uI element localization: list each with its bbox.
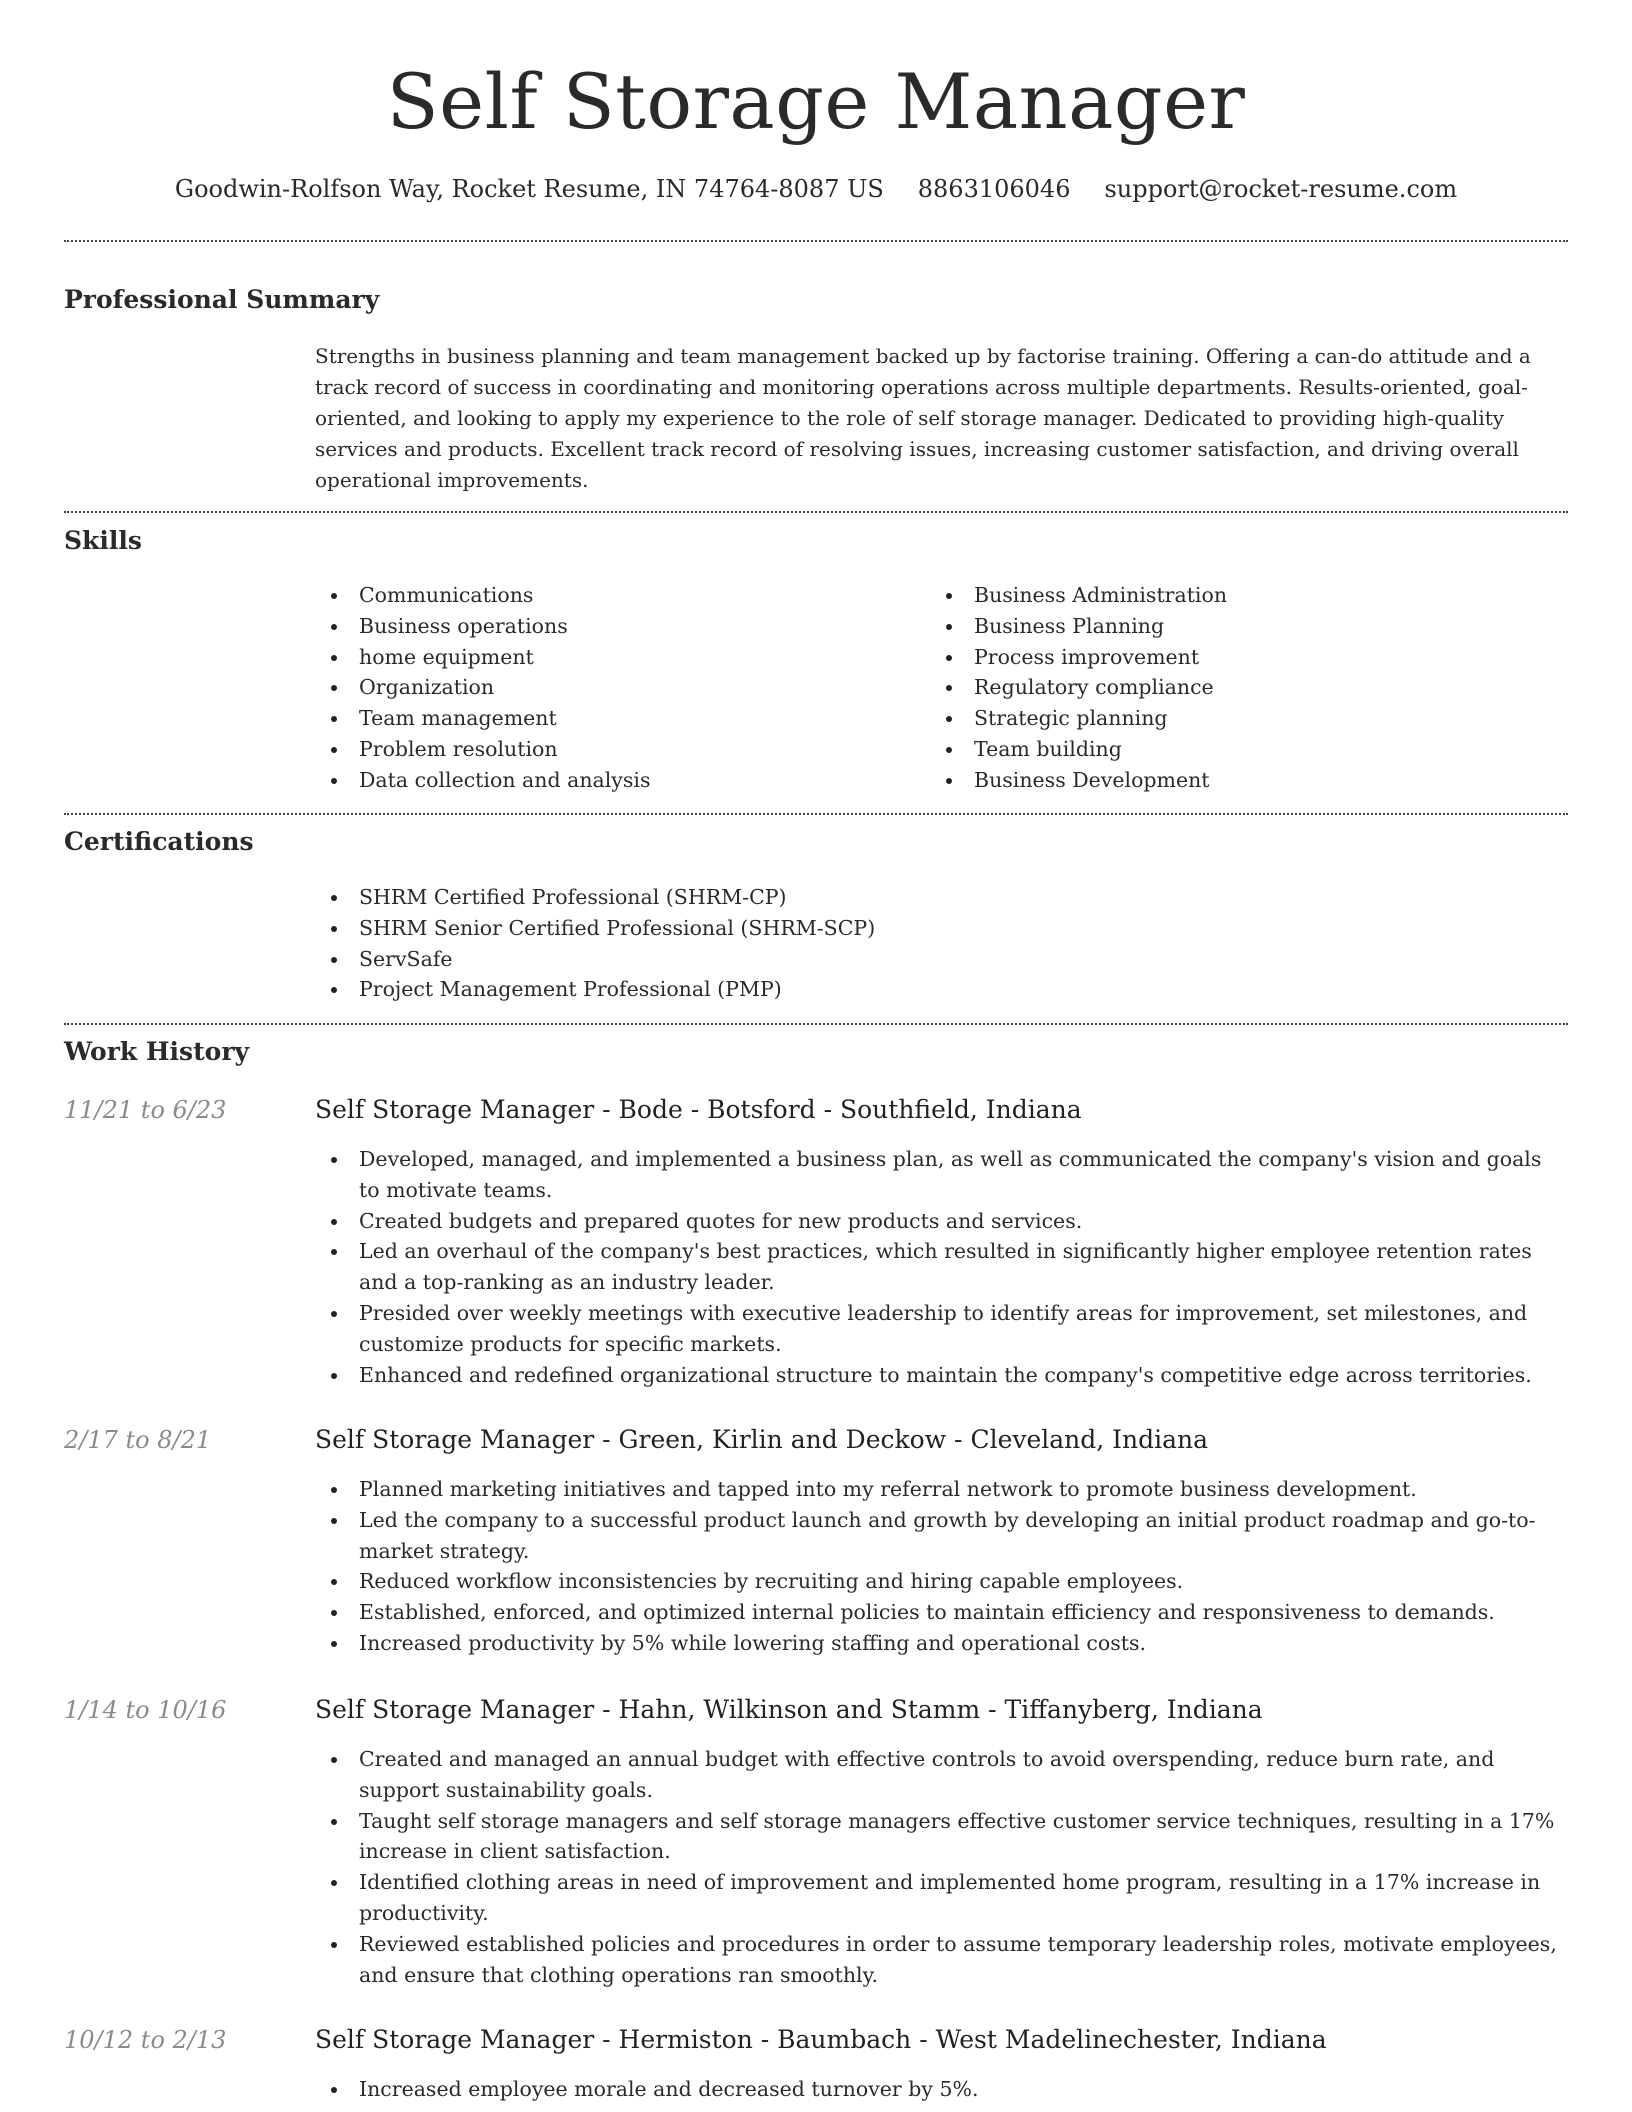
job-dates: 11/21 to 6/23 <box>64 1096 227 1124</box>
skill-item: Regulatory compliance <box>930 672 1530 703</box>
job-bullets <box>315 2074 1568 2105</box>
job-dates: 10/12 to 2/13 <box>64 2026 227 2054</box>
skill-item: Team building <box>930 734 1530 765</box>
job-dates: 2/17 to 8/21 <box>64 1426 212 1454</box>
job-bullet: Led an overhaul of the company's best practices, which resulted in significantly higher employee retention rates and a top-ranking as an industry leader. <box>315 1236 1568 1298</box>
certification-item: SHRM Senior Certified Professional (SHRM-SCP) <box>315 913 1315 944</box>
job-title: Self Storage Manager - Hahn, Wilkinson and Stamm - Tiffanyberg, Indiana <box>315 1695 1263 1724</box>
contact-email: support@rocket-resume.com <box>1104 175 1458 203</box>
job-bullet: Planned marketing initiatives and tapped into my referral network to promote business development. <box>315 1474 1568 1505</box>
candidate-name: Self Storage Manager <box>386 57 1246 146</box>
skill-item: Business operations <box>315 611 915 642</box>
job-bullet: Led the company to a successful product launch and growth by developing an initial product roadmap and go-to-market strategy. <box>315 1505 1568 1567</box>
job-bullet: Reviewed established policies and procedures in order to assume temporary leadership roles, motivate employees, and ensure that clothing operations ran smoothly. <box>315 1929 1568 1991</box>
job-bullet: Taught self storage managers and self storage managers effective customer service techniques, resulting in a 17% increase in client satisfaction. <box>315 1806 1568 1868</box>
job-bullet: Developed, managed, and implemented a business plan, as well as communicated the company's vision and goals to motivate teams. <box>315 1144 1568 1206</box>
contact-line <box>64 172 1568 206</box>
skill-item: Process improvement <box>930 642 1530 673</box>
job-title: Self Storage Manager - Bode - Botsford - Southfield, Indiana <box>315 1095 1082 1124</box>
resume-header <box>64 54 1568 206</box>
section-divider <box>64 813 1568 815</box>
certifications-list <box>315 882 1315 1005</box>
certifications-heading: Certifications <box>64 827 254 856</box>
job-bullets <box>315 1144 1568 1390</box>
skill-item: Business Development <box>930 765 1530 796</box>
summary-heading: Professional Summary <box>64 285 380 314</box>
skills-heading: Skills <box>64 526 142 555</box>
job-bullet: Identified clothing areas in need of improvement and implemented home program, resulting in a 17% increase in productivity. <box>315 1867 1568 1929</box>
summary-text: Strengths in business planning and team management backed up by factorise training. Offering a can-do attitude and a track record of success in coordinating and monitoring operations across multiple departments. Results-oriented, goal-oriented, and looking to apply my experience to the role of self storage manager. Dedicated to providing high-quality services and products. Excellent track record of resolving issues, increasing customer satisfaction, and driving overall operational improvements. <box>315 344 1531 492</box>
contact-address: Goodwin-Rolfson Way, Rocket Resume, IN 74764-8087 US <box>174 175 884 203</box>
skills-list-left <box>315 580 915 796</box>
skill-item: Business Planning <box>930 611 1530 642</box>
skill-item: Business Administration <box>930 580 1530 611</box>
job-bullet: Enhanced and redefined organizational structure to maintain the company's competitive edge across territories. <box>315 1360 1568 1391</box>
skill-item: Problem resolution <box>315 734 915 765</box>
work-history-heading: Work History <box>64 1037 250 1066</box>
certification-item: ServSafe <box>315 944 1315 975</box>
job-bullet: Reduced workflow inconsistencies by recruiting and hiring capable employees. <box>315 1566 1568 1597</box>
job-bullet: Presided over weekly meetings with executive leadership to identify areas for improvement, set milestones, and customize products for specific markets. <box>315 1298 1568 1360</box>
job-bullet: Created and managed an annual budget with effective controls to avoid overspending, reduce burn rate, and support sustainability goals. <box>315 1744 1568 1806</box>
skills-list-right <box>930 580 1530 796</box>
section-divider <box>64 1023 1568 1025</box>
job-bullet: Created budgets and prepared quotes for new products and services. <box>315 1206 1568 1237</box>
skill-item: Data collection and analysis <box>315 765 915 796</box>
job-dates: 1/14 to 10/16 <box>64 1696 227 1724</box>
contact-phone: 8863106046 <box>917 175 1071 203</box>
section-divider <box>64 240 1568 242</box>
job-title: Self Storage Manager - Hermiston - Baumbach - West Madelinechester, Indiana <box>315 2025 1327 2054</box>
skill-item: Communications <box>315 580 915 611</box>
job-bullets <box>315 1744 1568 1990</box>
skill-item: home equipment <box>315 642 915 673</box>
job-bullet: Increased productivity by 5% while lowering staffing and operational costs. <box>315 1628 1568 1659</box>
job-bullet: Established, enforced, and optimized internal policies to maintain efficiency and responsiveness to demands. <box>315 1597 1568 1628</box>
skill-item: Strategic planning <box>930 703 1530 734</box>
skill-item: Team management <box>315 703 915 734</box>
job-bullets <box>315 1474 1568 1659</box>
section-divider <box>64 511 1568 513</box>
job-title: Self Storage Manager - Green, Kirlin and Deckow - Cleveland, Indiana <box>315 1425 1209 1454</box>
skill-item: Organization <box>315 672 915 703</box>
certification-item: SHRM Certified Professional (SHRM-CP) <box>315 882 1315 913</box>
job-bullet: Increased employee morale and decreased turnover by 5%. <box>315 2074 1568 2105</box>
certification-item: Project Management Professional (PMP) <box>315 974 1315 1005</box>
